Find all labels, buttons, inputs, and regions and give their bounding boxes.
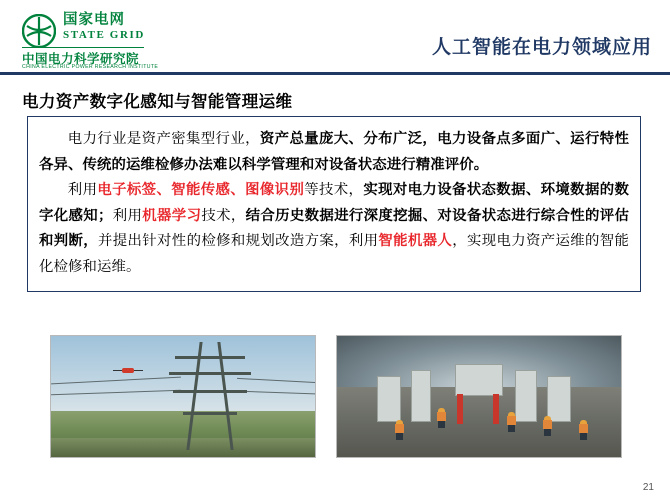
worker-figure bbox=[579, 420, 588, 440]
inspection-drone bbox=[115, 366, 141, 375]
state-grid-logo-icon bbox=[22, 14, 56, 48]
p2-highlight-2: 机器学习 bbox=[142, 207, 202, 224]
p2-seg7: 技术， bbox=[201, 207, 246, 224]
worker-figure bbox=[543, 416, 552, 436]
worker-figure bbox=[507, 412, 516, 432]
p2-seg9: 并提出针对性的检修和规划改造方案，利用 bbox=[98, 233, 379, 249]
worker-figure bbox=[437, 408, 446, 428]
p2-seg5: 利用 bbox=[112, 207, 143, 224]
paragraph-1 bbox=[39, 127, 629, 178]
switchgear-cabinet bbox=[515, 370, 537, 422]
p2-seg3: 等技术， bbox=[304, 182, 364, 198]
p2-highlight-3: 智能机器人 bbox=[378, 233, 453, 249]
p1-seg1: 电力行业是资产密集型行业， bbox=[67, 131, 260, 147]
logo-institute-cn: 中国电力科学研究院 bbox=[22, 51, 140, 66]
slide-header bbox=[0, 0, 670, 72]
header-divider-rule bbox=[0, 72, 670, 75]
central-equipment bbox=[455, 364, 503, 396]
logo-institute-en: CHINA ELECTRIC POWER RESEARCH INSTITUTE bbox=[22, 64, 159, 70]
red-marker bbox=[493, 394, 499, 424]
paragraph-2 bbox=[39, 178, 629, 280]
transmission-tower bbox=[179, 342, 241, 450]
brand-logo bbox=[22, 12, 145, 48]
worker-figure bbox=[395, 420, 404, 440]
p2-bold-2: 结合历史数据进行深度挖掘、对设备状态进行综合性的评估和判断， bbox=[39, 207, 629, 249]
page-number: 21 bbox=[642, 482, 654, 493]
section-title: 电力资产数字化感知与智能管理运维 bbox=[22, 92, 293, 111]
logo-divider bbox=[22, 47, 144, 48]
substation-indoor-maintenance-photo bbox=[336, 335, 622, 458]
drone-inspecting-transmission-tower-photo bbox=[50, 335, 316, 458]
page-title: 人工智能在电力领域应用 bbox=[431, 36, 652, 58]
p2-highlight-1: 电子标签、智能传感、图像识别 bbox=[97, 182, 305, 198]
content-text bbox=[28, 117, 640, 280]
red-marker bbox=[457, 394, 463, 424]
logo-company-cn: 国家电网 bbox=[63, 12, 125, 28]
p2-seg1: 利用 bbox=[67, 182, 98, 198]
content-box bbox=[27, 116, 641, 292]
switchgear-cabinet bbox=[377, 376, 401, 422]
p2-bold-1: 实现对电力设备状态数据、环境数据的数字化感知； bbox=[39, 182, 629, 224]
p1-seg2: 资产总量庞大、分布广泛，电力设备点多面广、运行特性各异、传统的运维检修办法难以科学管理和对设备状态进行精准评价。 bbox=[39, 131, 629, 173]
switchgear-cabinet bbox=[411, 370, 431, 422]
p2-seg11: ，实现电力资产运维的智能化检修和运维。 bbox=[39, 233, 629, 275]
logo-company-en: STATE GRID bbox=[63, 29, 145, 41]
